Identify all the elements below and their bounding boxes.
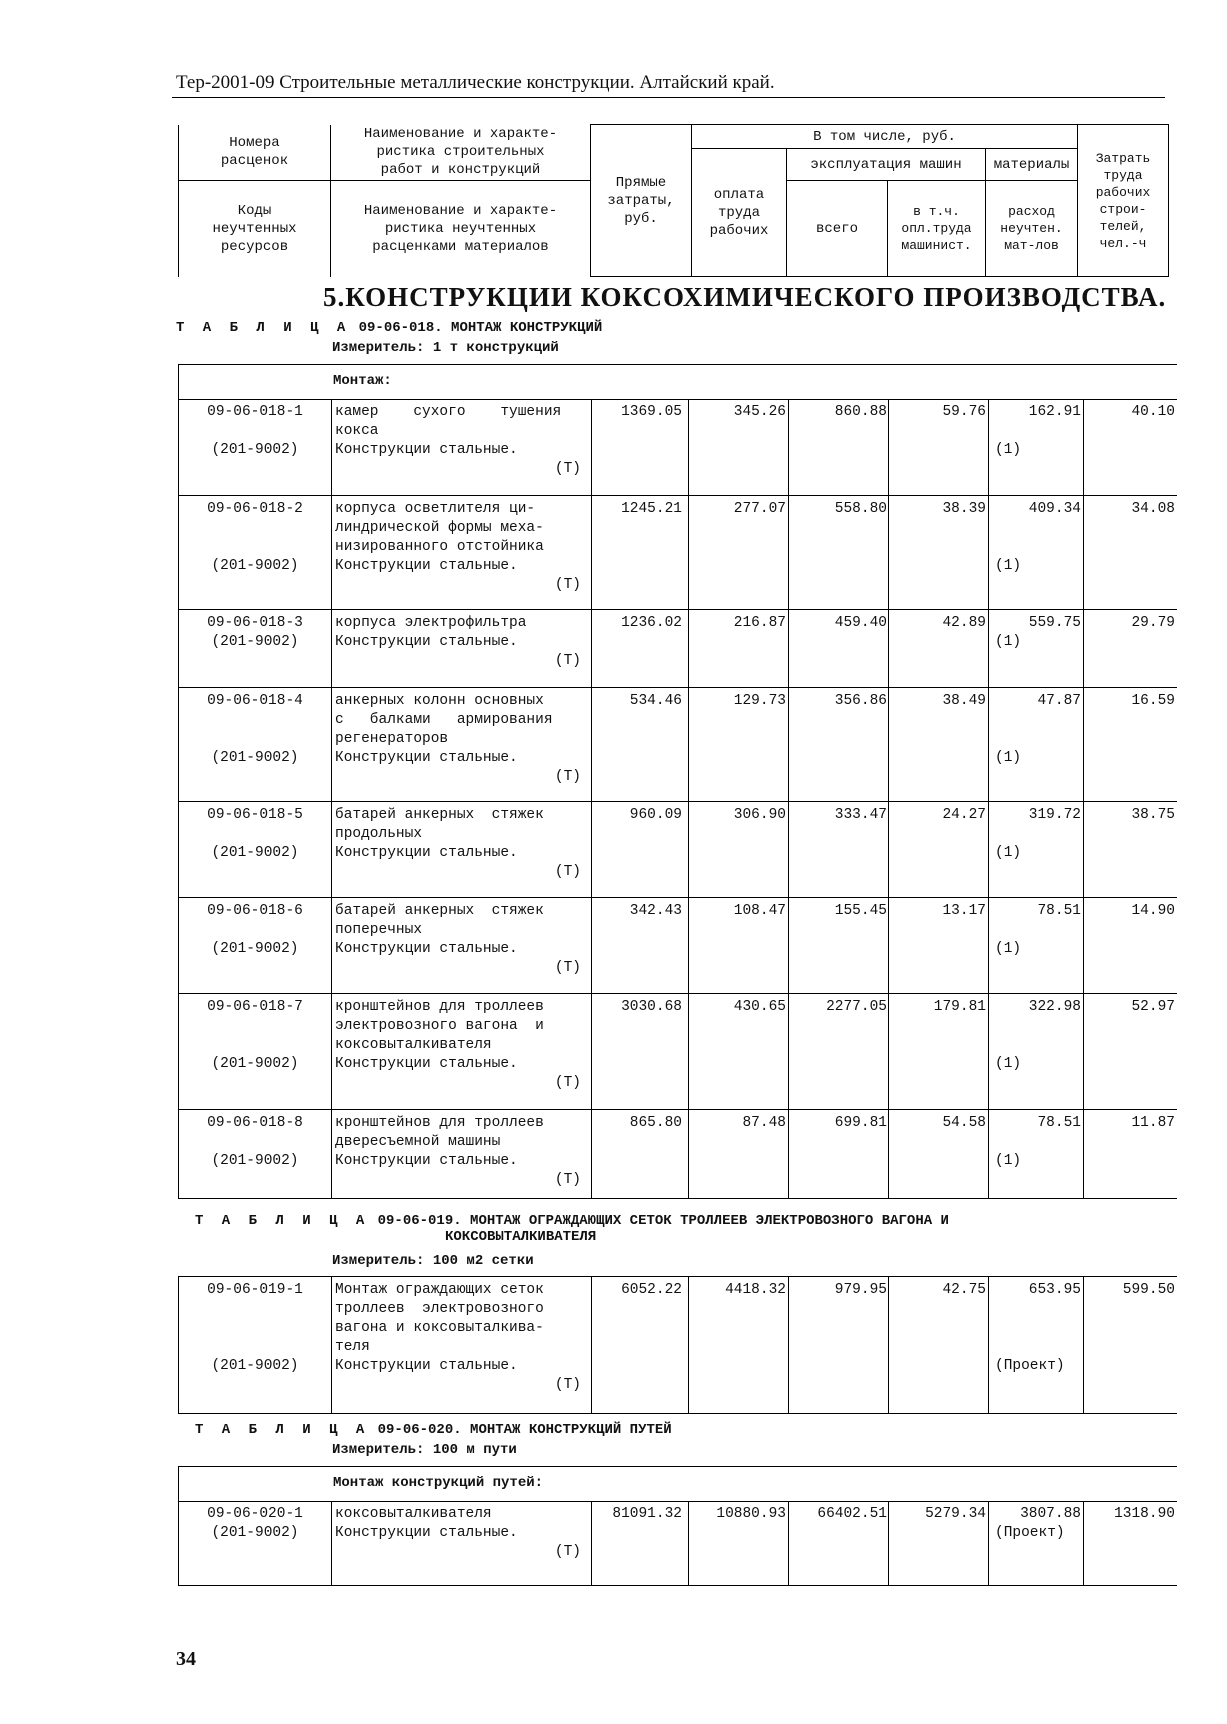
materials-cell — [991, 1114, 1081, 1171]
section-title: 5.КОНСТРУКЦИИ КОКСОХИМИЧЕСКОГО ПРОИЗВОДСТВА. — [323, 282, 1167, 312]
materials-unit: (1) — [995, 634, 1022, 650]
materials-value: 653.95 — [1028, 1282, 1081, 1298]
machinist-pay-value: 13.17 — [942, 903, 986, 919]
materials-cell — [991, 806, 1081, 863]
materials-cell — [991, 692, 1081, 768]
direct-costs-value: 1245.21 — [621, 501, 682, 517]
col-head-machines-total: всего — [787, 181, 888, 277]
rate-code: 09-06-018-7 — [207, 999, 303, 1015]
material-name: Конструкции стальные. — [335, 750, 518, 766]
rate-code: 09-06-018-8 — [207, 1115, 303, 1131]
resource-code: (201-9002) — [211, 1358, 299, 1374]
labor-pay-value: 277.07 — [733, 501, 786, 517]
materials-value: 319.72 — [1028, 807, 1081, 823]
machines-total-value: 459.40 — [834, 615, 887, 631]
labor-pay-value: 10880.93 — [716, 1506, 786, 1522]
labor-hours-value: 1318.90 — [1114, 1506, 1175, 1522]
work-name: корпуса электрофильтра — [335, 615, 527, 631]
table-subheading: Монтаж конструкций путей: — [333, 1475, 544, 1491]
material-unit-mark: (Т) — [554, 1544, 581, 1560]
materials-value: 78.51 — [1037, 1115, 1081, 1131]
materials-value: 162.91 — [1028, 404, 1081, 420]
materials-unit: (Проект) — [995, 1358, 1065, 1374]
labor-pay-value: 430.65 — [733, 999, 786, 1015]
direct-costs-value: 534.46 — [629, 693, 682, 709]
materials-value: 78.51 — [1037, 903, 1081, 919]
material-name: Конструкции стальные. — [335, 1153, 518, 1169]
machines-total-value: 66402.51 — [817, 1506, 887, 1522]
materials-cell — [991, 403, 1081, 460]
materials-unit: (1) — [995, 558, 1022, 574]
col-head-work-name: Наименование и характе- ристика строительных работ и конструкций — [331, 125, 591, 181]
materials-cell — [991, 1281, 1081, 1376]
col-head-material-name: Наименование и характе- ристика неучтенных расценками материалов — [331, 181, 591, 277]
work-name-cell — [335, 806, 591, 882]
header-rule — [172, 97, 1165, 98]
labor-hours-value: 34.08 — [1131, 501, 1175, 517]
work-name-cell — [335, 1114, 591, 1190]
rate-code-cell — [179, 1505, 331, 1543]
machines-total-value: 2277.05 — [826, 999, 887, 1015]
machines-total-value: 155.45 — [834, 903, 887, 919]
labor-pay-value: 87.48 — [742, 1115, 786, 1131]
material-unit-mark: (Т) — [554, 769, 581, 785]
labor-pay-value: 345.26 — [733, 404, 786, 420]
machinist-pay-value: 38.39 — [942, 501, 986, 517]
rate-code: 09-06-018-6 — [207, 903, 303, 919]
machines-total-value: 699.81 — [834, 1115, 887, 1131]
labor-hours-value: 14.90 — [1131, 903, 1175, 919]
direct-costs-value: 3030.68 — [621, 999, 682, 1015]
resource-code: (201-9002) — [211, 845, 299, 861]
labor-pay-value: 129.73 — [733, 693, 786, 709]
materials-value: 47.87 — [1037, 693, 1081, 709]
machinist-pay-value: 42.89 — [942, 615, 986, 631]
machinist-pay-value: 38.49 — [942, 693, 986, 709]
work-name: кронштейнов для троллеев электровозного вагона и коксовыталкивателя — [335, 999, 544, 1053]
resource-code: (201-9002) — [211, 634, 299, 650]
materials-cell — [991, 1505, 1081, 1543]
rate-code: 09-06-018-2 — [207, 501, 303, 517]
material-name: Конструкции стальные. — [335, 1056, 518, 1072]
work-name-cell — [335, 902, 591, 978]
materials-cell — [991, 998, 1081, 1074]
rate-code: 09-06-018-4 — [207, 693, 303, 709]
material-name: Конструкции стальные. — [335, 941, 518, 957]
table-caption-continuation: КОКСОВЫТАЛКИВАТЕЛЯ — [445, 1229, 597, 1245]
table-row — [179, 399, 1177, 496]
table-row — [179, 688, 1177, 802]
rate-code-cell — [179, 692, 331, 768]
labor-hours-value: 11.87 — [1131, 1115, 1175, 1131]
materials-value: 322.98 — [1028, 999, 1081, 1015]
direct-costs-value: 1369.05 — [621, 404, 682, 420]
work-name: камер сухого тушения кокса — [335, 404, 562, 439]
table-caption — [176, 320, 602, 336]
materials-cell — [991, 614, 1081, 652]
direct-costs-value: 865.80 — [629, 1115, 682, 1131]
work-name-cell — [335, 1281, 591, 1395]
direct-costs-value: 1236.02 — [621, 615, 682, 631]
labor-hours-value: 599.50 — [1122, 1282, 1175, 1298]
table-caption-label: Т А Б Л И Ц А — [176, 320, 351, 336]
materials-value: 409.34 — [1028, 501, 1081, 517]
materials-unit: (Проект) — [995, 1525, 1065, 1541]
rate-code: 09-06-018-3 — [207, 615, 303, 631]
work-name-cell — [335, 1505, 591, 1562]
col-head-rate-numbers: Номера расценок — [179, 125, 331, 181]
machinist-pay-value: 5279.34 — [925, 1506, 986, 1522]
materials-unit: (1) — [995, 1056, 1022, 1072]
material-name: Конструкции стальные. — [335, 1525, 518, 1541]
table-subheading: Монтаж: — [333, 373, 392, 389]
col-head-unaccounted-materials: расход неучтен. мат-лов — [986, 181, 1078, 277]
material-name: Конструкции стальные. — [335, 558, 518, 574]
rate-code: 09-06-018-5 — [207, 807, 303, 823]
material-unit-mark: (Т) — [554, 864, 581, 880]
resource-code: (201-9002) — [211, 1525, 299, 1541]
labor-pay-value: 4418.32 — [725, 1282, 786, 1298]
table-row — [179, 898, 1177, 994]
resource-code: (201-9002) — [211, 442, 299, 458]
labor-hours-value: 40.10 — [1131, 404, 1175, 420]
machines-total-value: 860.88 — [834, 404, 887, 420]
table-row — [179, 1277, 1177, 1412]
table-subheading-row — [179, 365, 1177, 400]
machines-total-value: 333.47 — [834, 807, 887, 823]
col-head-materials: материалы — [986, 149, 1078, 181]
materials-cell — [991, 500, 1081, 576]
machinist-pay-value: 24.27 — [942, 807, 986, 823]
materials-unit: (1) — [995, 845, 1022, 861]
labor-pay-value: 216.87 — [733, 615, 786, 631]
rates-table — [178, 364, 1177, 1199]
table-caption-label: Т А Б Л И Ц А — [195, 1213, 370, 1229]
rate-code-cell — [179, 998, 331, 1074]
material-unit-mark: (Т) — [554, 1172, 581, 1188]
rate-code-cell — [179, 403, 331, 460]
material-unit-mark: (Т) — [554, 461, 581, 477]
direct-costs-value: 960.09 — [629, 807, 682, 823]
rate-code-cell — [179, 1281, 331, 1376]
col-head-resource-codes: Коды неучтенных ресурсов — [179, 181, 331, 277]
machinist-pay-value: 42.75 — [942, 1282, 986, 1298]
table-row — [179, 1110, 1177, 1197]
resource-code: (201-9002) — [211, 558, 299, 574]
work-name: корпуса осветлителя ци- линдрической формы меха- низированного отстойника — [335, 501, 544, 555]
resource-code: (201-9002) — [211, 941, 299, 957]
work-name: коксовыталкивателя — [335, 1506, 492, 1522]
table-caption — [195, 1422, 672, 1438]
work-name-cell — [335, 403, 591, 479]
col-head-machines: эксплуатация машин — [787, 149, 986, 181]
table-measure: Измеритель: 100 м2 сетки — [332, 1253, 534, 1269]
work-name-cell — [335, 998, 591, 1093]
work-name-cell — [335, 500, 591, 595]
rate-code: 09-06-020-1 — [207, 1506, 303, 1522]
machines-total-value: 356.86 — [834, 693, 887, 709]
work-name: кронштейнов для троллеев двересъемной машины — [335, 1115, 544, 1150]
work-name: батарей анкерных стяжек поперечных — [335, 903, 544, 938]
col-head-including: В том числе, руб. — [692, 125, 1078, 149]
work-name: Монтаж ограждающих сеток троллеев электровозного вагона и коксовыталкива- теля — [335, 1282, 544, 1355]
col-head-labor-hours: Затрать труда рабочих строи- телей, чел.-ч — [1078, 125, 1169, 277]
running-header: Тер-2001-09 Строительные металлические конструкции. Алтайский край. — [176, 72, 775, 93]
table-subheading-row — [179, 1467, 1177, 1502]
material-unit-mark: (Т) — [554, 1075, 581, 1091]
machines-total-value: 558.80 — [834, 501, 887, 517]
table-measure: Измеритель: 1 т конструкций — [332, 340, 559, 356]
table-row — [179, 496, 1177, 610]
rate-code-cell — [179, 1114, 331, 1171]
rate-code-cell — [179, 614, 331, 652]
materials-unit: (1) — [995, 442, 1022, 458]
rates-table — [178, 1466, 1177, 1586]
column-header-table — [178, 124, 1169, 277]
rate-code-cell — [179, 806, 331, 863]
direct-costs-value: 81091.32 — [612, 1506, 682, 1522]
work-name-cell — [335, 692, 591, 787]
machinist-pay-value: 179.81 — [933, 999, 986, 1015]
direct-costs-value: 6052.22 — [621, 1282, 682, 1298]
materials-cell — [991, 902, 1081, 959]
material-unit-mark: (Т) — [554, 653, 581, 669]
materials-value: 559.75 — [1028, 615, 1081, 631]
rate-code: 09-06-018-1 — [207, 404, 303, 420]
table-caption-title: 09-06-018. МОНТАЖ КОНСТРУКЦИЙ — [358, 320, 603, 336]
rates-table — [178, 1276, 1177, 1414]
table-row — [179, 610, 1177, 688]
labor-hours-value: 16.59 — [1131, 693, 1175, 709]
labor-hours-value: 52.97 — [1131, 999, 1175, 1015]
labor-hours-value: 38.75 — [1131, 807, 1175, 823]
material-unit-mark: (Т) — [554, 577, 581, 593]
table-row — [179, 802, 1177, 898]
col-head-direct-costs: Прямые затраты, руб. — [591, 125, 692, 277]
material-name: Конструкции стальные. — [335, 1358, 518, 1374]
material-name: Конструкции стальные. — [335, 442, 518, 458]
table-caption-title: 09-06-020. МОНТАЖ КОНСТРУКЦИЙ ПУТЕЙ — [377, 1422, 672, 1438]
resource-code: (201-9002) — [211, 1153, 299, 1169]
work-name-cell — [335, 614, 591, 671]
table-row — [179, 1501, 1177, 1584]
rate-code-cell — [179, 902, 331, 959]
work-name: батарей анкерных стяжек продольных — [335, 807, 544, 842]
labor-hours-value: 29.79 — [1131, 615, 1175, 631]
resource-code: (201-9002) — [211, 750, 299, 766]
material-name: Конструкции стальные. — [335, 634, 518, 650]
material-unit-mark: (Т) — [554, 1377, 581, 1393]
col-head-machinist-pay: в т.ч. опл.труда машинист. — [888, 181, 986, 277]
table-caption-label: Т А Б Л И Ц А — [195, 1422, 370, 1438]
direct-costs-value: 342.43 — [629, 903, 682, 919]
table-caption — [195, 1213, 949, 1245]
machinist-pay-value: 54.58 — [942, 1115, 986, 1131]
labor-pay-value: 108.47 — [733, 903, 786, 919]
rate-code-cell — [179, 500, 331, 576]
work-name: анкерных колонн основных с балками армирования регенераторов — [335, 693, 553, 747]
materials-unit: (1) — [995, 941, 1022, 957]
table-caption-title: 09-06-019. МОНТАЖ ОГРАЖДАЮЩИХ СЕТОК ТРОЛЛЕЕВ ЭЛЕКТРОВОЗНОГО ВАГОНА И — [377, 1213, 949, 1229]
col-head-labor-pay: оплата труда рабочих — [692, 149, 787, 277]
labor-pay-value: 306.90 — [733, 807, 786, 823]
materials-unit: (1) — [995, 750, 1022, 766]
material-name: Конструкции стальные. — [335, 845, 518, 861]
resource-code: (201-9002) — [211, 1056, 299, 1072]
rate-code: 09-06-019-1 — [207, 1282, 303, 1298]
material-unit-mark: (Т) — [554, 960, 581, 976]
table-row — [179, 994, 1177, 1110]
machines-total-value: 979.95 — [834, 1282, 887, 1298]
table-measure: Измеритель: 100 м пути — [332, 1442, 517, 1458]
materials-unit: (1) — [995, 1153, 1022, 1169]
materials-value: 3807.88 — [1020, 1506, 1081, 1522]
page-number: 34 — [176, 1648, 196, 1670]
machinist-pay-value: 59.76 — [942, 404, 986, 420]
